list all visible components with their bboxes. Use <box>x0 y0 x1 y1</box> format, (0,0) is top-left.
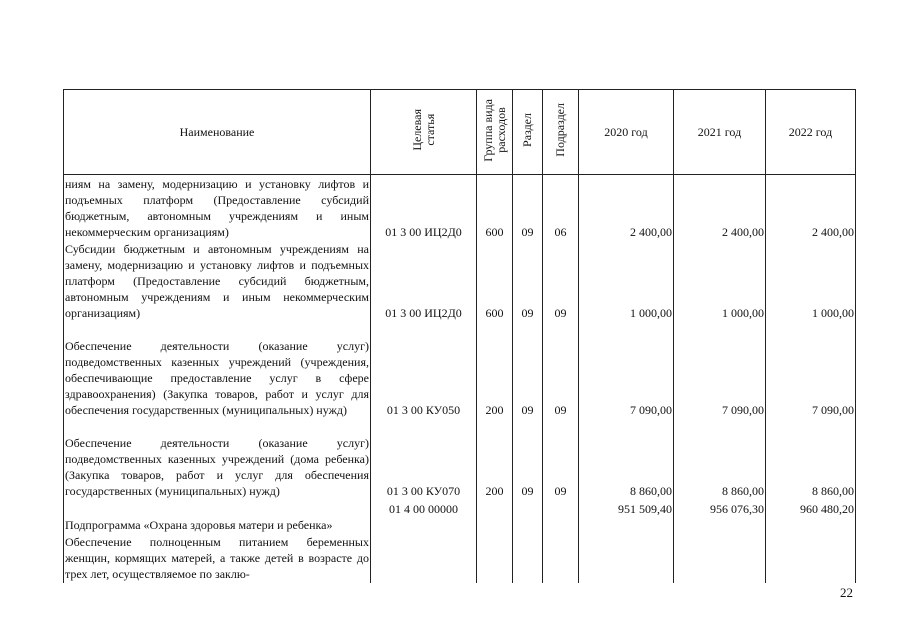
row-article: 01 4 00 00000 <box>371 500 477 534</box>
col-article-header: Целевая статья <box>371 90 477 175</box>
row-name: ниям на замену, модернизацию и установку лифтов и подъемных платформ (Предоставление субсидий бюджетным, автономным учреждениям и иным некоммерческим организациям) <box>64 175 371 241</box>
row-article: 01 3 00 КУ070 <box>371 419 477 500</box>
row-subsection: 06 <box>543 175 579 241</box>
row-2022: 7 090,00 <box>766 322 856 419</box>
row-2022: 8 860,00 <box>766 419 856 500</box>
table-row <box>64 322 856 419</box>
table-header <box>64 90 856 175</box>
row-2022 <box>766 534 856 583</box>
row-2021: 1 000,00 <box>674 241 766 322</box>
row-2022: 2 400,00 <box>766 175 856 241</box>
row-section: 09 <box>513 241 543 322</box>
row-2022: 1 000,00 <box>766 241 856 322</box>
table-row <box>64 534 856 583</box>
row-2020 <box>579 534 674 583</box>
row-2020: 2 400,00 <box>579 175 674 241</box>
row-group <box>477 534 513 583</box>
row-name: Обеспечение деятельности (оказание услуг) подведомственных казенных учреждений (учреждения, обеспечивающие предоставление услуг в сфере здравоохранения) (Закупка товаров, работ и услуг для обеспечения государственных (муниципальных) нужд) <box>64 322 371 419</box>
row-name: Обеспечение полноценным питанием беременных женщин, кормящих матерей, а также детей в возрасте до трех лет, осуществляемое по заклю- <box>65 534 369 581</box>
row-subsection: 09 <box>543 241 579 322</box>
row-group: 600 <box>477 241 513 322</box>
col-2020-header: 2020 год <box>579 90 674 175</box>
row-2021: 7 090,00 <box>674 322 766 419</box>
row-section: 09 <box>513 322 543 419</box>
row-subsection <box>543 500 579 534</box>
row-2021: 956 076,30 <box>674 500 766 534</box>
table-row <box>64 500 856 534</box>
row-section: 09 <box>513 175 543 241</box>
col-2022-header: 2022 год <box>766 90 856 175</box>
row-name: Субсидии бюджетным и автономным учреждениям на замену, модернизацию и установку лифтов и подъемных платформ (Предоставление субсидий бюджетным, автономным учреждениям и иным некоммерческим организациям) <box>65 241 369 321</box>
row-section <box>513 500 543 534</box>
row-2021: 8 860,00 <box>674 419 766 500</box>
row-name: Подпрограмма «Охрана здоровья матери и ребенка» <box>64 500 371 534</box>
row-article: 01 3 00 ИЦ2Д0 <box>371 175 477 241</box>
row-article: 01 3 00 ИЦ2Д0 <box>371 241 477 322</box>
row-subsection <box>543 534 579 583</box>
row-section <box>513 534 543 583</box>
row-group <box>477 500 513 534</box>
row-group: 200 <box>477 322 513 419</box>
row-subsection: 09 <box>543 419 579 500</box>
row-group: 600 <box>477 175 513 241</box>
row-article: 01 3 00 КУ050 <box>371 322 477 419</box>
row-subsection: 09 <box>543 322 579 419</box>
budget-table <box>63 89 856 583</box>
row-2020: 1 000,00 <box>579 241 674 322</box>
table-row <box>64 175 856 241</box>
row-2020: 8 860,00 <box>579 419 674 500</box>
row-2020: 951 509,40 <box>579 500 674 534</box>
table-row <box>64 241 856 322</box>
col-group-header: Группа вида расходов <box>477 90 513 175</box>
row-group: 200 <box>477 419 513 500</box>
page-number: 22 <box>840 585 853 600</box>
row-2021 <box>674 534 766 583</box>
row-2021: 2 400,00 <box>674 175 766 241</box>
row-article <box>371 534 477 583</box>
row-name: Обеспечение деятельности (оказание услуг) подведомственных казенных учреждений (дома ребенка) (Закупка товаров, работ и услуг для обеспечения государственных (муниципальных) нужд) <box>64 419 371 500</box>
row-2020: 7 090,00 <box>579 322 674 419</box>
table-row <box>64 419 856 500</box>
col-section-header: Раздел <box>513 90 543 175</box>
col-subsection-header: Подраздел <box>543 90 579 175</box>
row-2022: 960 480,20 <box>766 500 856 534</box>
col-2021-header: 2021 год <box>674 90 766 175</box>
row-section: 09 <box>513 419 543 500</box>
col-name-header: Наименование <box>64 90 371 175</box>
